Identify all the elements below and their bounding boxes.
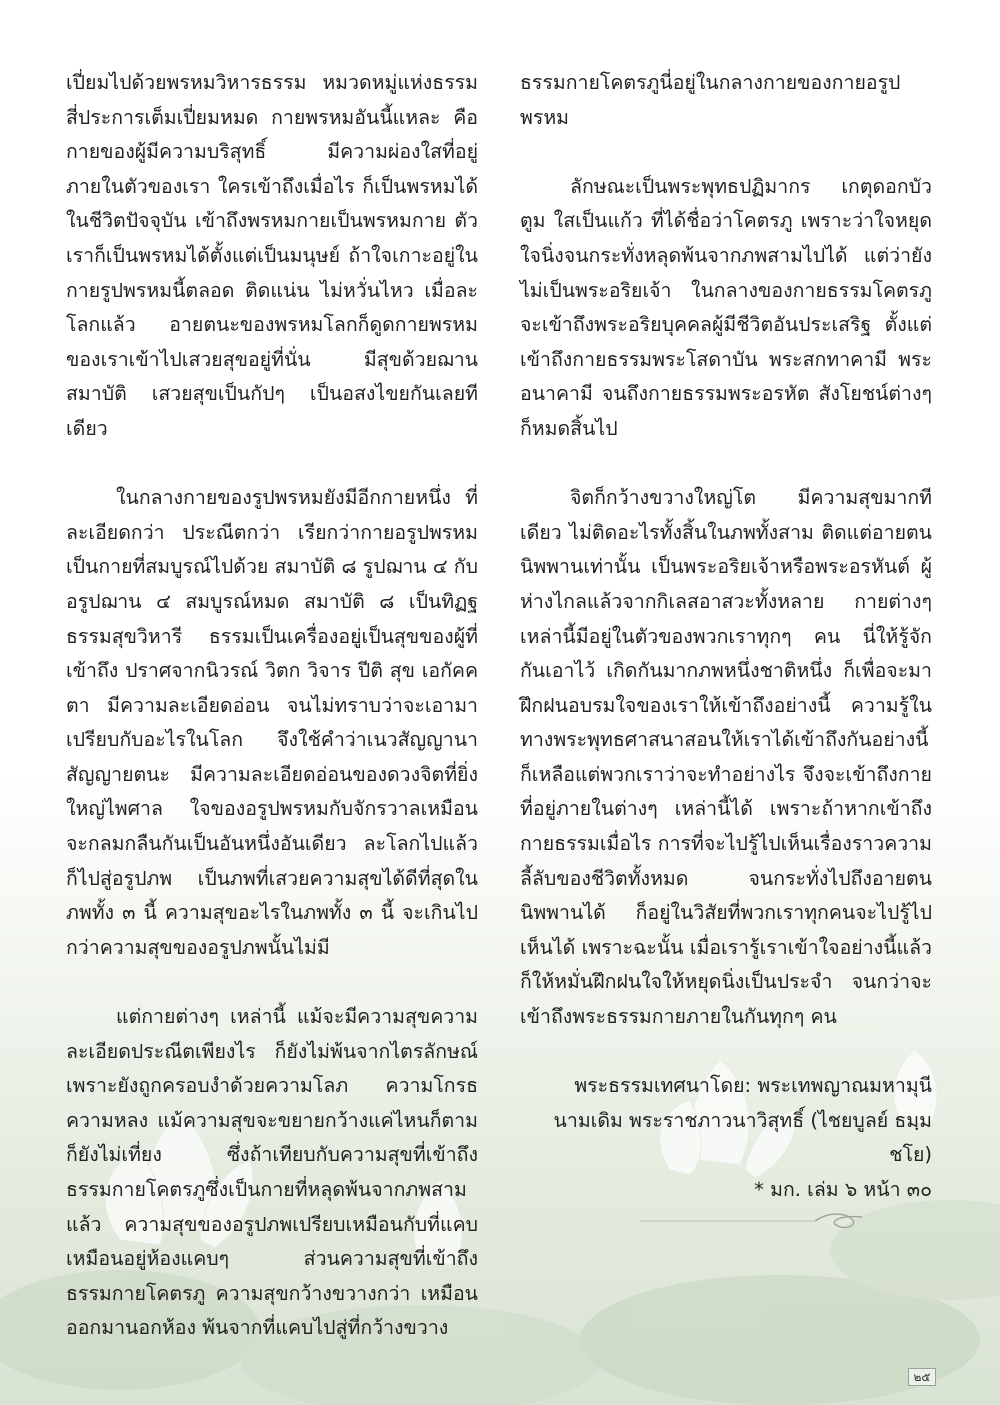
- left-text-column: [66, 66, 478, 1381]
- sermon-credit: [520, 1069, 932, 1207]
- paragraph: ธรรมกายโคตรภูนี่อยู่ในกลางกายของกายอรูปพรหม: [520, 71, 901, 129]
- flourish-divider-icon: [640, 1205, 870, 1235]
- credit-line-original-name: นามเดิม พระราชภาวนาวิสุทธิ์ (ไชยบูลย์ ธมฺมชโย): [553, 1108, 932, 1167]
- paragraph: จิตก็กว้างขวางใหญ่โต มีความสุขมากทีเดียว ไม่ติดอะไรทั้งสิ้นในภพทั้งสาม ติดแต่อายตนนิพพานเท่านั้น เป็นพระอริยเจ้าหรือพระอรหันต์ ผู้ห่างไกลแล้วจากกิเลสอาสวะทั้งหลาย กายต่างๆ เหล่านี้มีอยู่ในตัวของพวกเราทุกๆ คน นี่ให้รู้จักกันเอาไว้ เกิดกันมากภพหนึ่งชาติหนึ่ง ก็เพื่อจะมาฝึกฝนอบรมใจของเราให้เข้าถึงอย่างนี้ ความรู้ในทางพระพุทธศาสนาสอนให้เราได้เข้าถึงกันอย่างนี้ ก็เหลือแต่พวกเราว่าจะทำอย่างไร จึงจะเข้าถึงกายที่อยู่ภายในต่างๆ เหล่านี้ได้ เพราะถ้าหากเข้าถึงกายธรรมเมื่อไร การที่จะไปรู้ไปเห็นเรื่องราวความลี้ลับของชีวิตทั้งหมด จนกระทั่งไปถึงอายตนนิพพานได้ ก็อยู่ในวิสัยที่พวกเราทุกคนจะไปรู้ไปเห็นได้ เพราะฉะนั้น เมื่อเรารู้เราเข้าใจอย่างนี้แล้ว ก็ให้หมั่นฝึกฝนใจให้หยุดนิ่งเป็นประจำ จนกว่าจะเข้าถึงพระธรรมกายภายในกันทุกๆ คน: [520, 486, 932, 1029]
- paragraph: แต่กายต่างๆ เหล่านี้ แม้จะมีความสุขความละเอียดประณีตเพียงไร ก็ยังไม่พ้นจากไตรลักษณ์ เพราะยังถูกครอบงำด้วยความโลภ ความโกรธ ความหลง แม้ความสุขจะขยายกว้างแค่ไหนก็ตาม ก็ยังไม่เที่ยง ซึ่งถ้าเทียบกับความสุขที่เข้าถึงธรรมกายโคตรภูซึ่งเป็นกายที่หลุดพ้นจากภพสามแล้ว ความสุขของอรูปภพเปรียบเหมือนกับที่แคบ เหมือนอยู่ห้องแคบๆ ส่วนความสุขที่เข้าถึงธรรมกายโคตรภู ความสุขกว้างขวางกว่า เหมือนออกมานอกห้อง พ้นจากที่แคบไปสู่ที่กว้างขวาง: [66, 1005, 478, 1340]
- credit-line-speaker: พระธรรมเทศนาโดย: พระเทพญาณมหามุนี: [574, 1074, 932, 1098]
- paragraph: เปี่ยมไปด้วยพรหมวิหารธรรม หมวดหมู่แห่งธรรมสี่ประการเต็มเปี่ยมหมด กายพรหมอันนี้แหละ คือกายของผู้มีความบริสุทธิ์ มีความผ่องใสที่อยู่ภายในตัวของเรา ใครเข้าถึงเมื่อไร ก็เป็นพรหมได้ในชีวิตปัจจุบัน เข้าถึงพรหมกายเป็นพรหมกาย ตัวเราก็เป็นพรหมได้ตั้งแต่เป็นมนุษย์ ถ้าใจเกาะอยู่ในกายรูปพรหมนี้ตลอด ติดแน่น ไม่หวั่นไหว เมื่อละโลกแล้ว อายตนะของพรหมโลกก็ดูดกายพรหมของเราเข้าไปเสวยสุขอยู่ที่นั่น มีสุขด้วยฌานสมาบัติ เสวยสุขเป็นกัปๆ เป็นอสงไขยกันเลยทีเดียว: [66, 71, 478, 440]
- page-number: ๒๕: [908, 1368, 936, 1386]
- right-text-column: [520, 66, 932, 1208]
- paragraph: ลักษณะเป็นพระพุทธปฏิมากร เกตุดอกบัวตูม ใสเป็นแก้ว ที่ได้ชื่อว่าโคตรภู เพราะว่าใจหยุดใจนิ่งจนกระทั่งหลุดพ้นจากภพสามไปได้ แต่ว่ายังไม่เป็นพระอริยเจ้า ในกลางของกายธรรมโคตรภูจะเข้าถึงพระอริยบุคคลผู้มีชีวิตอันประเสริฐ ตั้งแต่เข้าถึงกายธรรมพระโสดาบัน พระสกทาคามี พระอนาคามี จนถึงกายธรรมพระอรหัต สังโยชน์ต่างๆ ก็หมดสิ้นไป: [520, 174, 932, 440]
- paragraph: ในกลางกายของรูปพรหมยังมีอีกกายหนึ่ง ที่ละเอียดกว่า ประณีตกว่า เรียกว่ากายอรูปพรหม เป็นกายที่สมบูรณ์ไปด้วย สมาบัติ ๘ รูปฌาน ๔ กับอรูปฌาน ๔ สมบูรณ์หมด สมาบัติ ๘ เป็นทิฏฐธรรมสุขวิหารี ธรรมเป็นเครื่องอยู่เป็นสุขของผู้ที่เข้าถึง ปราศจากนิวรณ์ วิตก วิจาร ปีติ สุข เอกัคคตา มีความละเอียดอ่อน จนไม่ทราบว่าจะเอามาเปรียบกับอะไรในโลก จึงใช้คำว่าเนวสัญญานาสัญญายตนะ มีความละเอียดอ่อนของดวงจิตที่ยิ่งใหญ่ไพศาล ใจของอรูปพรหมกับจักรวาลเหมือนจะกลมกลืนกันเป็นอันหนึ่งอันเดียว ละโลกไปแล้วก็ไปสู่อรูปภพ เป็นภพที่เสวยความสุขได้ดีที่สุดในภพทั้ง ๓ นี้ ความสุขอะไรในภพทั้ง ๓ นี้ จะเกินไปกว่าความสุขของอรูปภพนั้นไม่มี: [66, 486, 478, 959]
- credit-line-reference: * มก. เล่ม ๖ หน้า ๓๐: [754, 1178, 932, 1201]
